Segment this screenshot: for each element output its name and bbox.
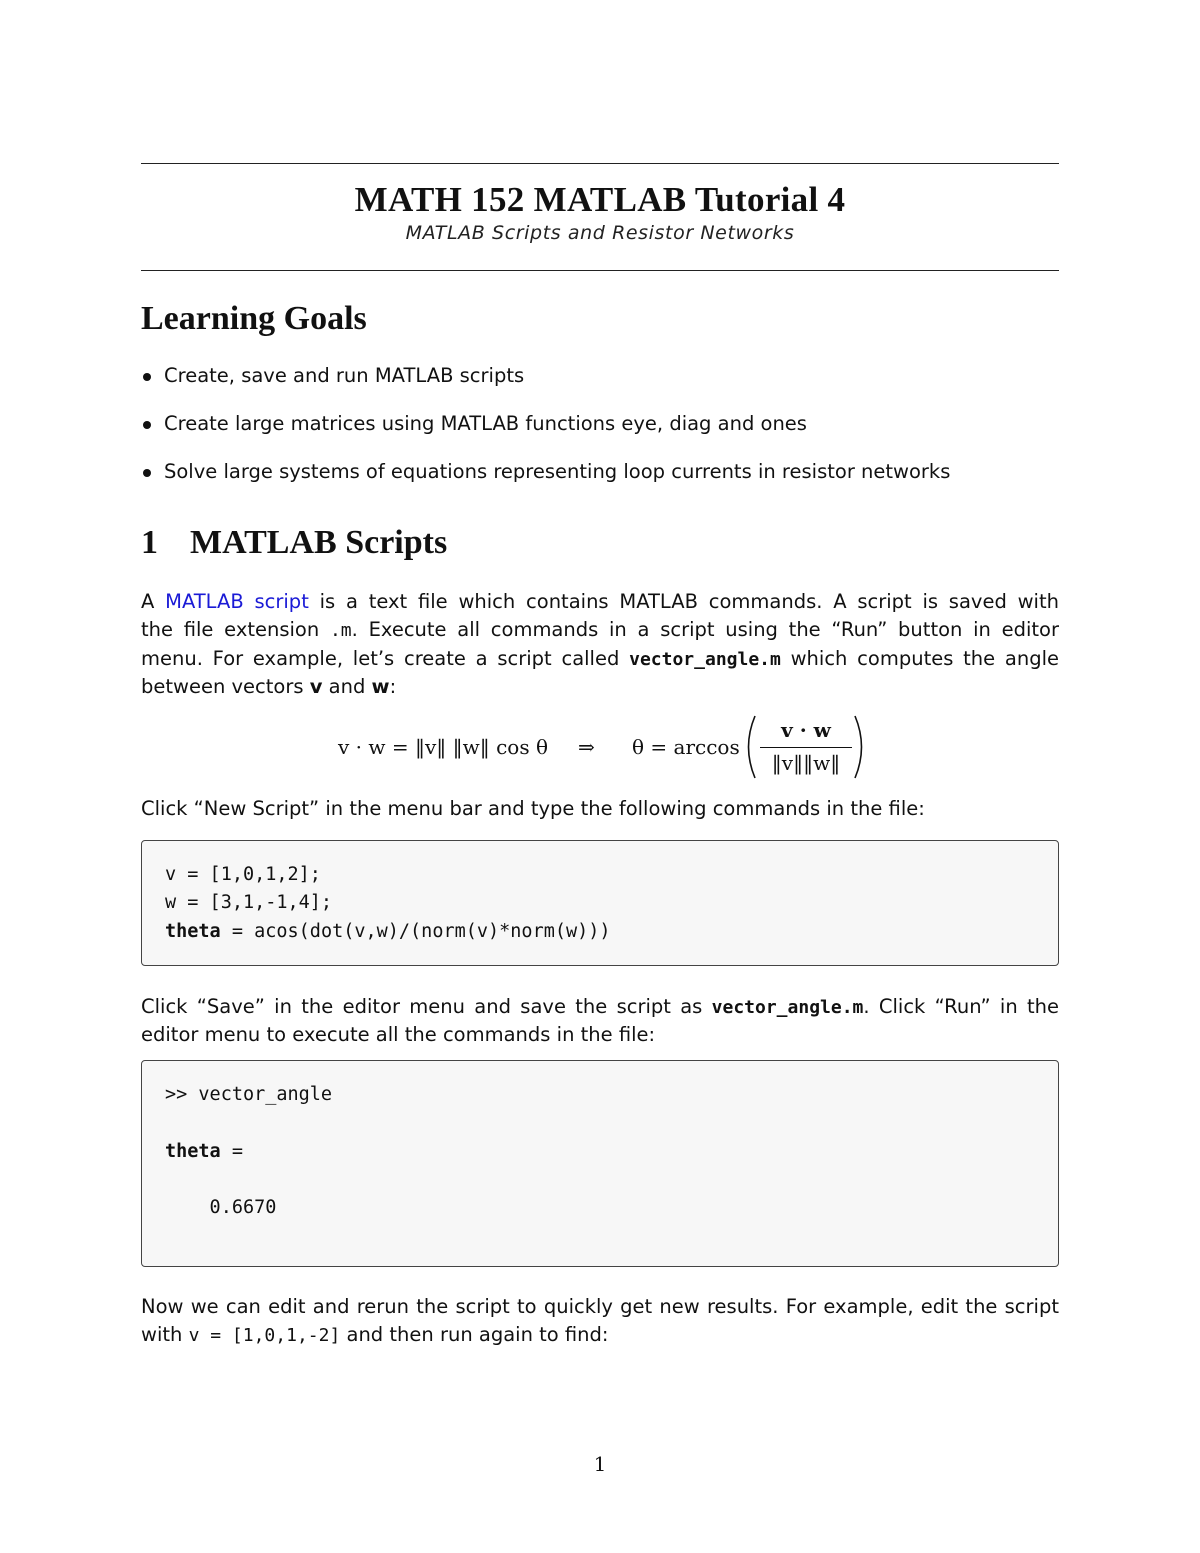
learning-goals-heading: Learning Goals bbox=[141, 300, 367, 337]
page-title: MATH 152 MATLAB Tutorial 4 bbox=[354, 180, 846, 219]
section-1-heading bbox=[141, 524, 447, 562]
top-rule bbox=[141, 163, 1059, 164]
new-script-instruction: Click “New Script” in the menu bar and type the following commands in the file: bbox=[141, 797, 925, 820]
page-subtitle: MATLAB Scripts and Resistor Networks bbox=[405, 222, 795, 244]
inline-code: vector_angle.m bbox=[629, 648, 781, 670]
bullet-icon bbox=[143, 373, 151, 381]
code-block-script bbox=[141, 840, 1059, 966]
inline-code: .m bbox=[329, 620, 352, 642]
rerun-paragraph: Now we can edit and rerun the script to quickly get new results. For example, edit the script with v = [1,0,1,-2] and then run again to find: bbox=[141, 1295, 1059, 1347]
page-number: 1 bbox=[593, 1452, 607, 1476]
code-line: theta = acos(dot(v,w)/(norm(v)*norm(w))) bbox=[165, 920, 611, 942]
list-item: Create, save and run MATLAB scripts bbox=[141, 363, 1059, 411]
matlab-script-link[interactable]: MATLAB script bbox=[165, 590, 309, 613]
bullet-icon bbox=[143, 421, 151, 429]
equation-lhs: v · w = ‖v‖ ‖w‖ cos θ bbox=[338, 735, 548, 759]
fraction-bar bbox=[760, 747, 852, 748]
inline-code: vector_angle.m bbox=[711, 997, 864, 1018]
bullet-icon bbox=[143, 469, 151, 477]
section-title: MATLAB Scripts bbox=[190, 524, 448, 561]
bottom-title-rule bbox=[141, 270, 1059, 271]
equation-rhs-prefix: θ = arccos bbox=[632, 735, 740, 759]
code-line: w = [3,1,-1,4]; bbox=[165, 892, 333, 914]
angle-equation bbox=[336, 714, 876, 780]
code-line: 0.6670 bbox=[165, 1197, 277, 1219]
code-line: v = [1,0,1,2]; bbox=[165, 864, 321, 885]
list-item: Solve large systems of equations representing loop currents in resistor networks bbox=[141, 459, 1059, 507]
section-1-intro-paragraph: A MATLAB script is a text file which contains MATLAB commands. A script is saved with the file extension .m. Execute all commands in a script using the “Run” button in editor menu. For example, let’s create a script called vector_angle.m which computes the angle between vectors v and w: bbox=[141, 590, 1059, 698]
left-paren-icon bbox=[740, 714, 758, 780]
code-line: >> vector_angle bbox=[165, 1084, 333, 1105]
fraction-denominator: ‖v‖‖w‖ bbox=[771, 751, 841, 775]
implies-arrow: ⇒ bbox=[578, 735, 595, 759]
fraction-numerator: v · w bbox=[781, 718, 831, 742]
right-paren-icon bbox=[852, 714, 870, 780]
inline-code: v = [1,0,1,-2] bbox=[188, 1325, 341, 1347]
code-block-output bbox=[141, 1060, 1059, 1267]
section-number: 1 bbox=[141, 524, 158, 561]
save-run-paragraph: Click “Save” in the editor menu and save the script as vector_angle.m. Click “Run” in the editor menu to execute all the commands in the file: bbox=[141, 995, 1060, 1047]
code-line: theta = bbox=[165, 1140, 243, 1162]
learning-goals-list bbox=[141, 363, 1059, 507]
list-item: Create large matrices using MATLAB functions eye, diag and ones bbox=[141, 411, 1059, 459]
